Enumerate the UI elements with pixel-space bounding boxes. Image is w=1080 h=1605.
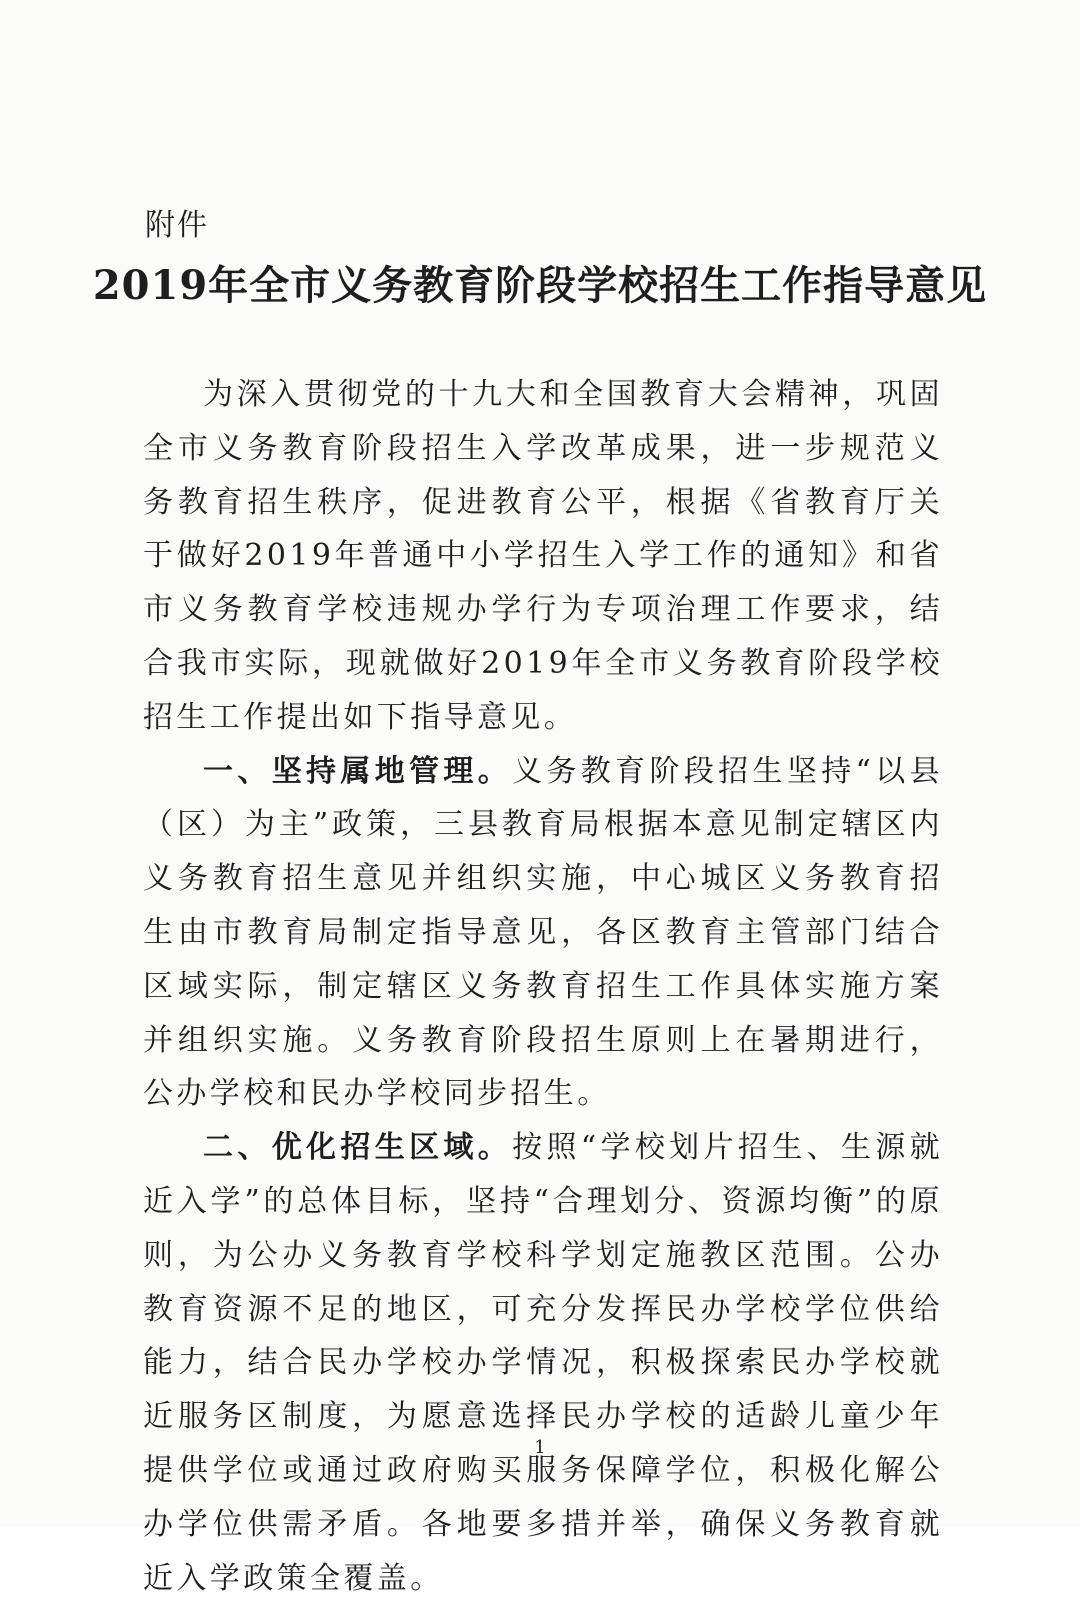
page-number: 1 (534, 1437, 546, 1458)
paragraph-text: 义务教育阶段招生坚持“以县（区）为主”政策，三县教育局根据本意见制定辖区内义务教育招生意见并组织实施，中心城区义务教育招生由市教育局制定指导意见，各区教育主管部门结合区域实际，制定辖区义务教育招生工作具体实施方案并组织实施。义务教育阶段招生原则上在暑期进行，公办学校和民办学校同步招生。 (143, 753, 943, 1112)
attachment-label: 附件 (145, 208, 209, 243)
paragraph-text: 为深入贯彻党的十九大和全国教育大会精神，巩固全市义务教育阶段招生入学改革成果，进一步规范义务教育招生秩序，促进教育公平，根据《省教育厅关于做好2019年普通中小学招生入学工作的通知》和省市义务教育学校违规办学行为专项治理工作要求，结合我市实际，现就做好2019年全市义务教育阶段学校招生工作提出如下指导意见。 (143, 377, 943, 735)
paragraph-section-2 (143, 1121, 943, 1605)
section-heading-optimize-enrollment-area: 二、优化招生区域。 (203, 1130, 513, 1166)
document-title: 2019年全市义务教育阶段学校招生工作指导意见 (92, 262, 988, 309)
paragraph-section-1 (143, 745, 943, 1122)
paragraph-intro (143, 368, 943, 745)
document-body (143, 368, 943, 1605)
paragraph-text: 按照“学校划片招生、生源就近入学”的总体目标，坚持“合理划分、资源均衡”的原则，为公办义务教育学校科学划定施教区范围。公办教育资源不足的地区，可充分发挥民办学校学位供给能力，结合民办学校办学情况，积极探索民办学校就近服务区制度，为愿意选择民办学校的适龄儿童少年提供学位或通过政府购买服务保障学位，积极化解公办学位供需矛盾。各地要多措并举，确保义务教育就近入学政策全覆盖。 (143, 1130, 943, 1596)
section-heading-territorial-management: 一、坚持属地管理。 (203, 753, 513, 789)
